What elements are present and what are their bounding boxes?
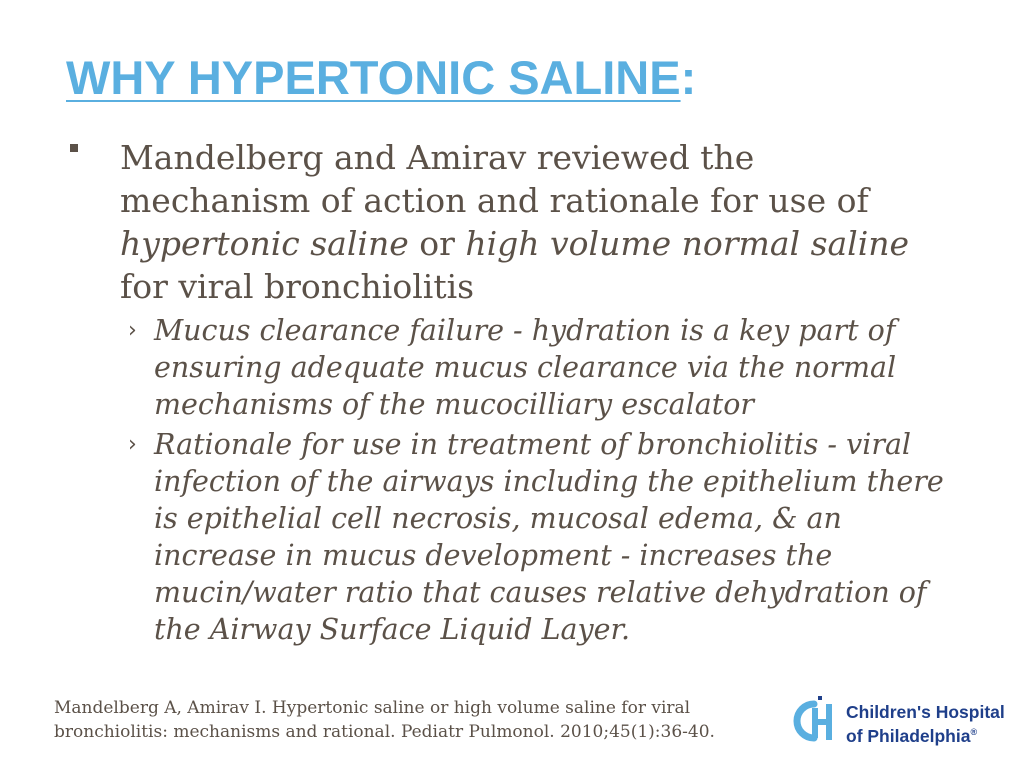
slide-title-colon: :	[680, 51, 697, 104]
slide-title	[66, 50, 696, 106]
slide-title-text: WHY HYPERTONIC SALINE	[66, 51, 681, 104]
main-bullet-connector: or	[408, 224, 466, 263]
citation-line-2: bronchiolitis: mechanisms and rational. Pediatr Pulmonol. 2010;45(1):36-40.	[54, 722, 715, 742]
chop-logo	[792, 694, 1005, 748]
main-bullet-term-normal-saline: high volume normal saline	[465, 224, 910, 263]
main-bullet-text	[120, 136, 950, 308]
sub-bullet-text-rationale: Rationale for use in treatment of bronchiolitis - viral infection of the airways including the epithelium there is epithelial cell necrosis, mucosal edema, & an increase in mucus development - increases the mucin/water ratio that causes relative dehydration of the Airway Surface Liquid Layer.	[154, 428, 944, 646]
citation	[54, 696, 754, 744]
chop-logo-text	[846, 702, 1005, 746]
sub-bullet-text-mucus-clearance: Mucus clearance failure - hydration is a key part of ensuring adequate mucus clearance via the normal mechanisms of the mucocilliary escalator	[154, 314, 897, 421]
sub-bullet-item	[128, 426, 968, 648]
sub-bullet-item	[128, 312, 968, 423]
chop-logo-line-1: Children's Hospital	[846, 702, 1005, 722]
chevron-right-icon: ›	[128, 432, 137, 457]
chevron-right-icon: ›	[128, 318, 137, 343]
main-bullet-tail: for viral bronchiolitis	[120, 267, 475, 306]
chop-logo-line-2	[846, 722, 1005, 746]
registered-mark: ®	[970, 727, 978, 737]
chop-logo-mark-icon	[792, 694, 840, 748]
square-bullet-icon	[70, 144, 78, 152]
citation-line-1: Mandelberg A, Amirav I. Hypertonic saline or high volume saline for viral	[54, 698, 691, 718]
sub-bullet-list	[128, 312, 968, 651]
main-bullet-intro: Mandelberg and Amirav reviewed the mechanism of action and rationale for use of	[120, 138, 869, 220]
main-bullet-term-hypertonic: hypertonic saline	[120, 224, 409, 263]
chop-logo-line-2-text: of Philadelphia	[846, 725, 971, 746]
